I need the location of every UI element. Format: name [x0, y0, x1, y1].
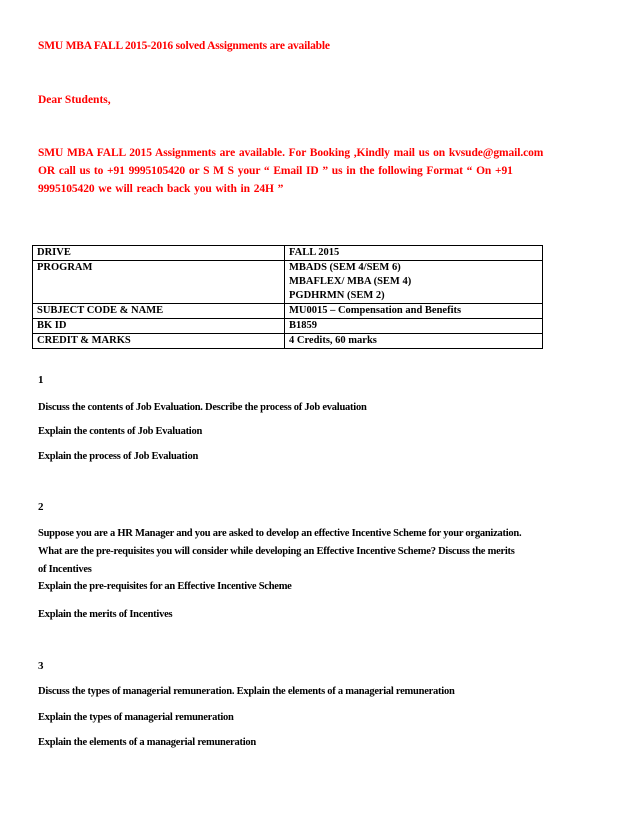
question-number: 1 [38, 374, 44, 386]
question-prompt: Discuss the types of managerial remuneration. Explain the elements of a managerial remuneration [38, 686, 455, 697]
table-value-cell: FALL 2015 [284, 246, 542, 261]
table-label-cell: BK ID [33, 319, 285, 334]
question-subpoint: Explain the elements of a managerial remuneration [38, 737, 256, 748]
question-subpoint: Explain the process of Job Evaluation [38, 451, 199, 462]
program-item: MBADS (SEM 4/SEM 6) [288, 262, 401, 273]
table-row [33, 304, 543, 319]
announcement-line: SMU MBA FALL 2015 Assignments are available. For Booking ,Kindly mail us on kvsude@gmail.com [38, 147, 544, 159]
headline: SMU MBA FALL 2015-2016 solved Assignments are available [38, 40, 330, 52]
question-prompt-line: What are the pre-requisites you will consider while developing an Effective Incentive Scheme? Discuss the merits [38, 546, 515, 557]
table-label-cell: PROGRAM [33, 261, 285, 304]
table-value-cell [284, 261, 542, 304]
question-subpoint: Explain the merits of Incentives [38, 609, 173, 620]
question-number: 3 [38, 660, 44, 672]
question-number: 2 [38, 501, 44, 513]
table-value-cell: MU0015 – Compensation and Benefits [284, 304, 542, 319]
program-item: PGDHRMN (SEM 2) [288, 290, 385, 301]
table-label-cell: SUBJECT CODE & NAME [33, 304, 285, 319]
question-prompt [38, 525, 613, 579]
table-label-cell: DRIVE [33, 246, 285, 261]
question-prompt-line: of Incentives [38, 564, 92, 575]
question-subpoint: Explain the pre-requisites for an Effective Incentive Scheme [38, 581, 292, 592]
question-prompt-line: Suppose you are a HR Manager and you are asked to develop an effective Incentive Scheme for your organization. [38, 528, 522, 539]
question-prompt: Discuss the contents of Job Evaluation. Describe the process of Job evaluation [38, 402, 367, 413]
table-row [33, 319, 543, 334]
table-row [33, 261, 543, 304]
program-item: MBAFLEX/ MBA (SEM 4) [288, 276, 412, 287]
salutation: Dear Students, [38, 94, 111, 106]
question-subpoint: Explain the contents of Job Evaluation [38, 426, 203, 437]
table-label-cell: CREDIT & MARKS [33, 334, 285, 349]
table-row [33, 246, 543, 261]
announcement-line: 9995105420 we will reach back you with in 24H ” [38, 183, 284, 195]
announcement-paragraph [38, 144, 598, 198]
question-subpoint: Explain the types of managerial remuneration [38, 712, 234, 723]
table-row [33, 334, 543, 349]
table-value-cell: 4 Credits, 60 marks [284, 334, 542, 349]
assignment-info-table [32, 245, 543, 349]
table-value-cell: B1859 [284, 319, 542, 334]
announcement-line: OR call us to +91 9995105420 or S M S your “ Email ID ” us in the following Format “ On +91 [38, 165, 513, 177]
